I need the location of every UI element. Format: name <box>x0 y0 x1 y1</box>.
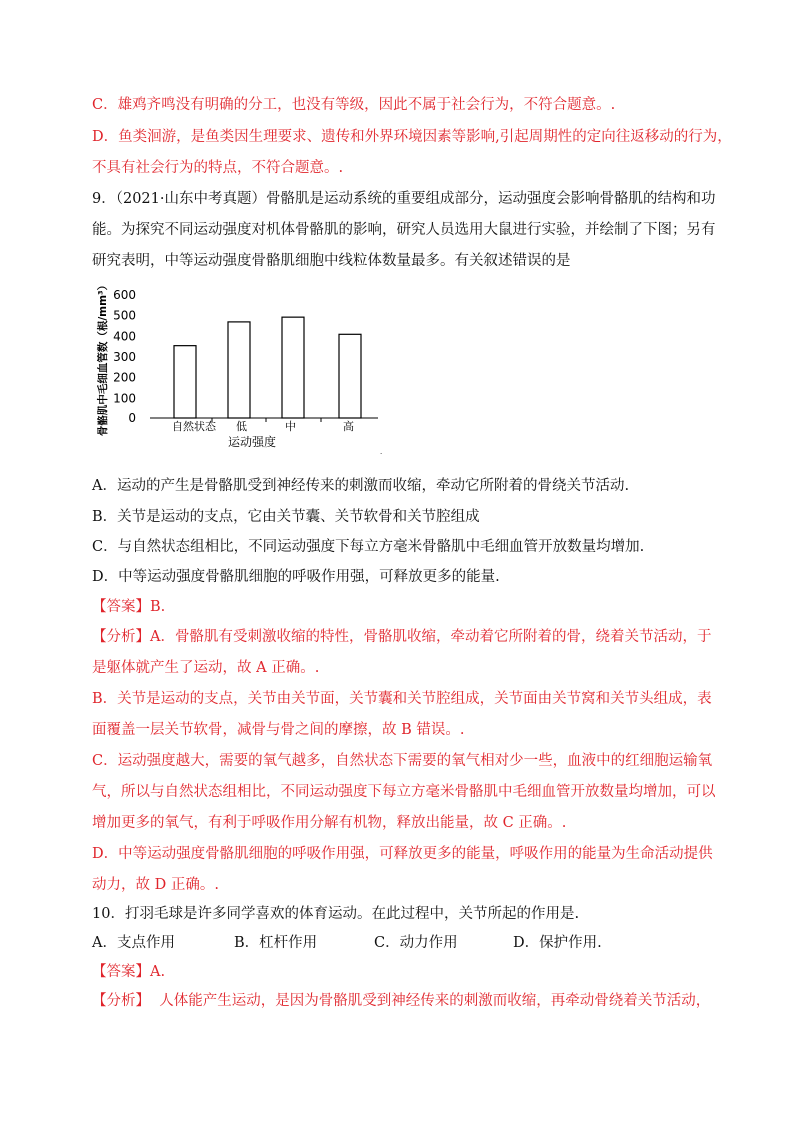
q9-analysis-a-text: A．骨骼肌有受刺激收缩的特性，骨骼肌收缩，牵动着它所附着的骨，绕着关节活动，于 <box>150 629 712 645</box>
chart-mark: . <box>380 448 383 456</box>
y-tick-label: 500 <box>113 308 136 323</box>
q9-analysis-a-line1 <box>92 627 711 647</box>
q8-option-c-analysis: C．雄鸡齐鸣没有明确的分工，也没有等级，因此不属于社会行为，不符合题意。. <box>92 97 616 113</box>
q9-answer: 【答案】B. <box>92 599 166 615</box>
x-tick-label: 自然状态 <box>172 420 216 433</box>
q10-analysis-line1 <box>92 991 710 1011</box>
q9-analysis-b-line1: B．关节是运动的支点，关节由关节面，关节囊和关节腔组成，关节面由关节窝和关节头组成，表 <box>92 691 712 707</box>
q9-analysis-d-line1: D．中等运动强度骨骼肌细胞的呼吸作用强，可释放更多的能量，呼吸作用的能量为生命活动提供 <box>92 846 713 862</box>
q9-stem-line3: 研究表明，中等运动强度骨骼肌细胞中线粒体数量最多。有关叙述错误的是 <box>92 253 571 269</box>
y-tick-label: 400 <box>113 329 136 344</box>
q9-analysis-c-line3: 增加更多的氧气，有利于呼吸作用分解有机物，释放出能量，故 C 正确。. <box>92 815 567 831</box>
q9-option-c: C．与自然状态组相比，不同运动强度下每立方毫米骨骼肌中毛细血管开放数量均增加. <box>92 539 645 555</box>
y-tick-label: 300 <box>113 350 136 364</box>
q10-option-d: D．保护作用. <box>513 935 602 951</box>
x-tick-label: 中 <box>285 420 296 433</box>
q10-analysis-tag: 【分析】 <box>92 993 150 1009</box>
bar-3 <box>339 334 361 418</box>
x-axis-label: 运动强度 <box>228 435 277 449</box>
x-tick-label: 低 <box>236 420 247 433</box>
q9-analysis-tag: 【分析】 <box>92 629 150 645</box>
q10-stem: 10．打羽毛球是许多同学喜欢的体育运动。在此过程中，关节所起的作用是. <box>92 906 580 922</box>
q9-stem-line1: 9．（2021·山东中考真题）骨骼肌是运动系统的重要组成部分，运动强度会影响骨骼肌的结构和功 <box>92 191 716 207</box>
y-tick-label: 0 <box>128 411 136 425</box>
q9-analysis-a-line2: 是躯体就产生了运动，故 A 正确。. <box>92 660 320 676</box>
q9-analysis-b-line2: 面覆盖一层关节软骨，减骨与骨之间的摩擦，故 B 错误。. <box>92 722 465 738</box>
bar-0 <box>174 346 196 418</box>
q10-answer: 【答案】A. <box>92 964 166 980</box>
q8-option-d-analysis-line2: 不具有社会行为的特点，不符合题意。. <box>92 160 344 176</box>
capillary-bar-chart <box>88 278 388 458</box>
q9-option-b: B．关节是运动的支点，它由关节囊、关节软骨和关节腔组成 <box>92 509 480 525</box>
y-tick-label: 200 <box>113 370 136 385</box>
y-tick-label: 100 <box>113 391 136 406</box>
q9-option-a: A．运动的产生是骨骼肌受到神经传来的刺激而收缩，牵动它所附着的骨绕关节活动. <box>92 478 630 494</box>
bar-1 <box>228 322 250 418</box>
y-axis-label: 骨骼肌中毛细血管数（根/mm³） <box>97 279 109 437</box>
q9-option-d: D．中等运动强度骨骼肌细胞的呼吸作用强，可释放更多的能量. <box>92 569 500 585</box>
q9-stem-line2: 能。为探究不同运动强度对机体骨骼肌的影响，研究人员选用大鼠进行实验，并绘制了下图；另有 <box>92 222 716 238</box>
q10-option-b: B．杠杆作用 <box>234 935 318 951</box>
q8-option-d-analysis-line1: D．鱼类洄游，是鱼类因生理要求、遗传和外界环境因素等影响,引起周期性的定向往返移动的行为， <box>92 129 732 145</box>
q9-analysis-c-line1: C．运动强度越大，需要的氧气越多，自然状态下需要的氧气相对少一些，血液中的红细胞运输氧 <box>92 753 713 769</box>
q10-option-a: A．支点作用 <box>92 935 175 951</box>
q9-analysis-d-line2: 动力，故 D 正确。. <box>92 877 219 893</box>
q10-option-c: C．动力作用 <box>374 935 458 951</box>
q9-analysis-c-line2: 气，所以与自然状态组相比，不同运动强度下每立方毫米骨骼肌中毛细血管开放数量均增加，可以 <box>92 784 716 800</box>
y-tick-label: 600 <box>113 288 136 302</box>
q10-analysis-text: 人体能产生运动，是因为骨骼肌受到神经传来的刺激而收缩，再牵动骨绕着关节活动， <box>159 993 711 1009</box>
bar-2 <box>282 317 304 418</box>
x-tick-label: 高 <box>343 420 354 433</box>
